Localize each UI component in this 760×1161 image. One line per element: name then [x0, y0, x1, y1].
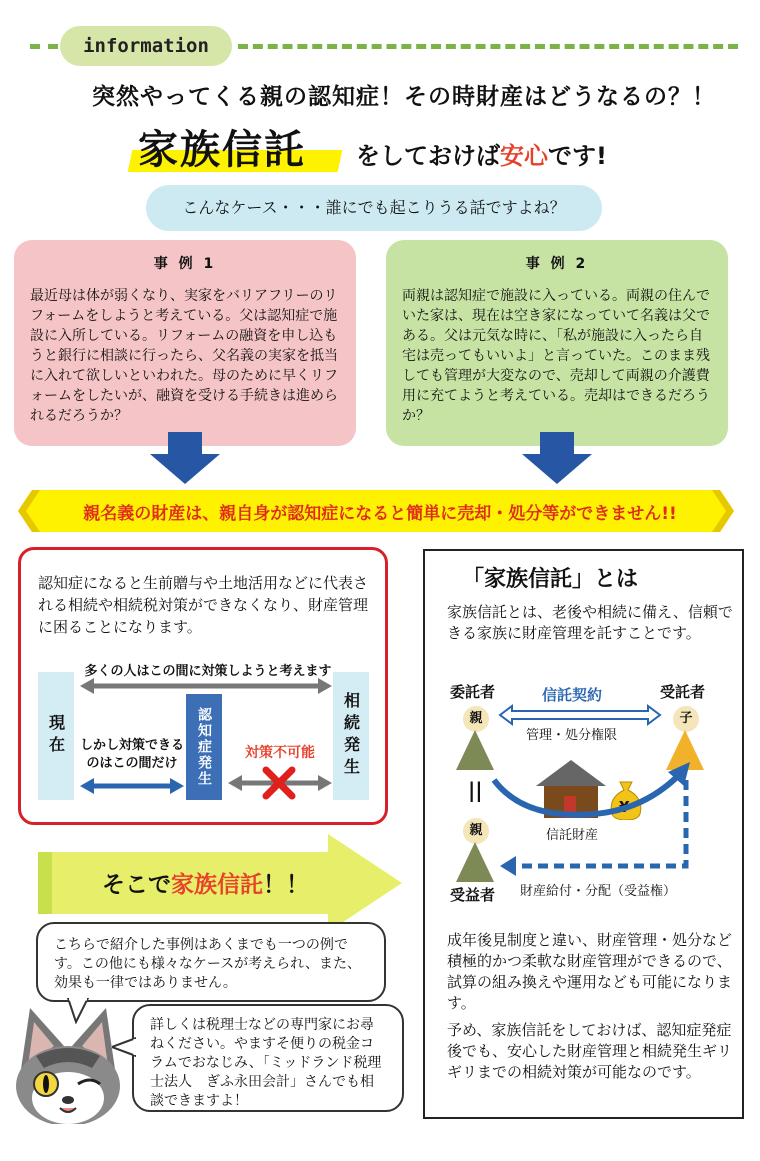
parent-circle: 親: [463, 818, 489, 844]
green-arrow-pre: そこで: [102, 872, 171, 898]
header-dash-right: [238, 44, 738, 49]
timeline-blue-arrow: [80, 778, 184, 794]
case-body: 両親は認知症で施設に入っている。両親の住んでいた家は、現在は空き家になっていて名義は父である。父は元気な時に、「私が施設に入ったら自宅は売ってもいいよ」と言っていた。このまま残しても管理が大変なので、売却して両親の介護費用に充てようと考えている。売却はできるだろうか？: [402, 288, 710, 424]
timeline-top-arrow: [80, 678, 332, 694]
label-settlor: 委託者: [450, 683, 496, 701]
page-subtitle: [356, 136, 607, 171]
headline: 突然やってくる親の認知症！その時財産はどうなるの？！: [92, 84, 716, 110]
subtitle-post: です!: [548, 142, 607, 170]
child-circle: 子: [673, 706, 699, 732]
down-arrow-icon: [522, 432, 592, 484]
parent-circle: 親: [463, 706, 489, 732]
cat-mascot-icon: [6, 1000, 130, 1124]
benefit-arrow: [498, 776, 698, 880]
header-dash-left: [30, 44, 58, 49]
family-trust-intro: 家族信託とは、老後や相続に備え、信頼できる家族に財産管理を託すことです。: [447, 603, 733, 642]
label-trustee: 受託者: [660, 683, 706, 701]
timeline-impossible: 対策不可能: [245, 745, 315, 761]
speech-bubble-1: こちらで紹介した事例はあくまでも一つの例です。この他にも様々なケースが考えられ、また、効果も一律ではありません。: [36, 922, 386, 1002]
family-trust-conclusion: 予め、家族信託をしておけば、認知症発症後でも、安心した財産管理と相続発生ギリギリまでの相続対策が可能なのです。: [447, 1021, 733, 1081]
contract-arrow: [498, 704, 662, 726]
subtitle-pre: をしておけば: [356, 142, 500, 170]
down-arrow-icon: [150, 432, 220, 484]
equal-sign: ||: [468, 778, 483, 802]
cross-icon: [262, 766, 296, 800]
case-banner: こんなケース・・・誰にでも起こりうる話ですよね？: [146, 185, 602, 231]
case-title: 事 例 1: [153, 256, 217, 272]
timeline-dementia: 認知症発生: [186, 694, 222, 800]
family-trust-benefit: 成年後見制度と違い、財産管理・処分など積極的かつ柔軟な財産管理ができるので、試算の組み換えや運用なども可能になります。: [447, 931, 733, 1012]
case-card-1: [14, 240, 356, 446]
information-label: information: [60, 26, 232, 66]
subtitle-highlight: 安心: [500, 142, 548, 170]
family-trust-title: 「家族信託」とは: [462, 567, 639, 592]
beneficiary-figure-icon: [456, 842, 494, 882]
risk-text: 認知症になると生前贈与や土地活用などに代表される相続や相続税対策ができなくなり、財産管理に困ることになります。: [38, 574, 369, 636]
case-title: 事 例 2: [525, 256, 589, 272]
label-beneficiary: 受益者: [450, 886, 496, 904]
green-arrow-post: ！！: [263, 872, 309, 898]
green-arrow-highlight: 家族信託: [171, 872, 263, 898]
yen-symbol: ¥: [619, 798, 630, 816]
timeline-inheritance: 相続発生: [333, 672, 369, 800]
label-contract: 信託契約: [542, 686, 603, 704]
timeline-only-here: しかし対策できる のはこの間だけ: [79, 738, 184, 771]
speech-bubble-2: 詳しくは税理士などの専門家にお尋ねください。やますそ便りの税金コラムでおなじみ、「ミッドランド税理士法人 ぎふ永田会計」さんでも相談できますよ！: [132, 1004, 404, 1112]
label-trust-property: 信託財産: [546, 828, 599, 843]
timeline-top-label: 多くの人はこの間に対策しようと考えます: [84, 664, 332, 679]
label-management: 管理・処分権限: [526, 728, 618, 743]
timeline-now: 現在: [38, 672, 74, 800]
label-benefit: 財産給付・分配（受益権）: [520, 884, 677, 899]
warning-text: 親名義の財産は、親自身が認知症になると簡単に売却・処分等ができません!!: [83, 504, 677, 524]
green-arrow-text: [102, 866, 309, 899]
case-body: 最近母は体が弱くなり、実家をバリアフリーのリフォームをしようと考えている。父は認知症で施設に入所している。リフォームの融資を申し込もうと銀行に相談に行ったら、父名義の実家を抵当に入れて欲しいといわれた。母のために早くリフォームをしたいが、融資を受ける手続きは進められるだろうか？: [30, 288, 338, 424]
page-title: 家族信託: [138, 127, 306, 173]
case-card-2: [386, 240, 728, 446]
